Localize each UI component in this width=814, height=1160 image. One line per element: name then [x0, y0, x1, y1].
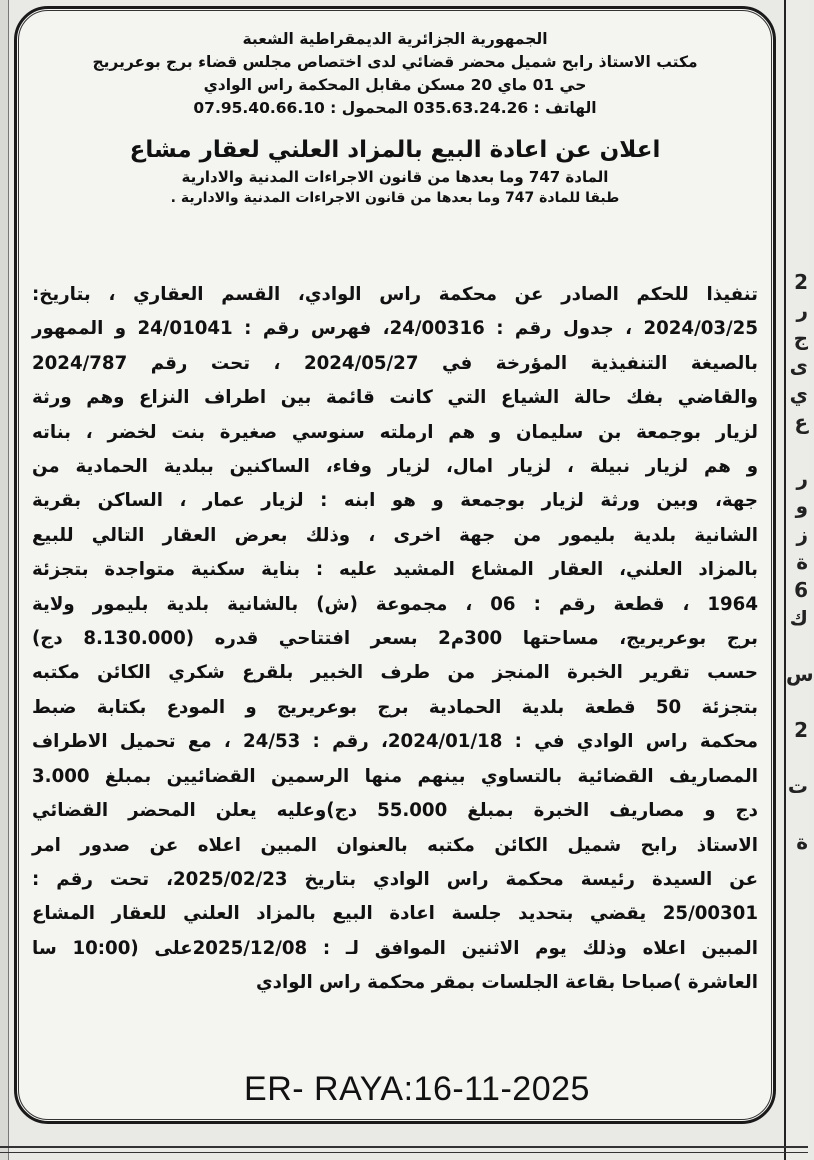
page-bottom-rule	[0, 1146, 808, 1153]
publication-code-text: ER- RAYA:16-11-2025	[244, 1070, 590, 1108]
notice-title: اعلان عن اعادة البيع بالمزاد العلني لعقار مشاع	[129, 137, 661, 163]
body-line: بالصيغة التنفيذية المؤرخة في 2024/05/27 ، تحت رقم 2024/787	[32, 352, 758, 374]
body-line: 2024/03/25 ، جدول رقم : 24/00316، فهرس رقم : 24/01041 و الممهور	[32, 318, 758, 340]
body-line: لزيار بوجمعة بن سليمان و هم ارملته سنوسي صغيرة بنت لخضر ، بناته	[32, 421, 758, 443]
notice-header	[40, 28, 750, 209]
body-line: دج و مصاريف الخبرة بمبلغ 55.000 دج)وعليه يعلن المحضر القضائي	[32, 800, 758, 822]
office-address: حي 01 ماي 20 مسكن مقابل المحكمة راس الوادي	[203, 76, 587, 94]
body-line: المبين اعلاه وذلك يوم الاثنين الموافق لـ : 2025/12/08على (10:00 سا	[32, 937, 758, 959]
office-phones: الهاتف : 035.63.24.26 المحمول : 07.95.40.66.10	[193, 99, 597, 117]
bailiff-office: مكتب الاستاذ رابح شميل محضر قضائي لدى اختصاص مجلس قضاء برج بوعريريج	[92, 53, 698, 71]
body-line: برج بوعريريج، مساحتها 300م2 بسعر افتتاحي قدره (8.130.000 دج)	[32, 628, 759, 650]
republic-heading: الجمهورية الجزائرية الديمقراطية الشعبة	[242, 30, 548, 48]
body-line: المصاريف القضائية بالتساوي بينهم منها الرسمين القضائيين بمبلغ 3.000	[32, 765, 758, 787]
body-line: محكمة راس الوادي في : 2024/01/18، رقم : 24/53 ، مع تحميل الاطراف	[32, 731, 758, 753]
body-line: بالمزاد العلني، العقار المشاع المشيد عليه : بناية سكنية متواجدة بتجزئة	[32, 559, 758, 581]
body-line: حسب تقرير الخبرة المنجز من طرف الخبير بلقرع شكري الكائن مكتبه	[32, 662, 758, 684]
body-line: العاشرة )صباحا بقاعة الجلسات بمقر محكمة راس الوادي	[255, 972, 758, 994]
body-line: تنفيذا للحكم الصادر عن محكمة راس الوادي، القسم العقاري ، بتاريخ:	[32, 284, 758, 305]
publication-code	[0, 1070, 808, 1109]
body-line: 25/00301 يقضي بتحديد جلسة اعادة البيع بالمزاد العلني للعقار المشاع	[32, 903, 758, 925]
body-line: الشانية بلدية بليمور من جهة اخرى ، وذلك بعرض العقار التالي للبيع	[32, 524, 758, 546]
body-line: جهة، وبين ورثة لزيار بوجمعة و هو ابنه : لزيار عمار ، الساكن بقرية	[32, 490, 758, 512]
legal-reference-2: طبقا للمادة 747 وما بعدها من قانون الاجراءات المدنية والادارية .	[170, 190, 620, 206]
notice-body	[32, 278, 758, 1001]
body-line: بتجزئة 50 قطعة بلدية الحمادية برج بوعريريج و المودع بكتابة ضبط	[32, 696, 758, 718]
adjacent-article-fragment	[784, 0, 814, 1160]
body-line: عن السيدة رئيسة محكمة راس الوادي بتاريخ 2025/02/23، تحت رقم :	[32, 868, 758, 890]
adjacent-article-text: 2 ر ج ى ي ع ر و ز ة 6 ك س 2 ت ة	[786, 270, 814, 854]
body-line: الاستاذ رابح شميل الكائن مكتبه بالعنوان المبين اعلاه عن صدور امر	[32, 834, 758, 856]
page-edge	[0, 0, 9, 1160]
body-line: 1964 ، قطعة رقم : 06 ، مجموعة (ش) بالشانية بلدية بليمور ولاية	[32, 593, 758, 615]
body-line: والقاضي بفك حالة الشياع التي كانت قائمة بين اطراف النزاع وهم ورثة	[32, 387, 758, 409]
body-line: و هم لزيار نبيلة ، لزيار امال، لزيار وفاء، الساكنين ببلدية الحمادية من	[32, 456, 758, 478]
legal-reference: المادة 747 وما بعدها من قانون الاجراءات المدنية والادارية	[181, 168, 609, 186]
